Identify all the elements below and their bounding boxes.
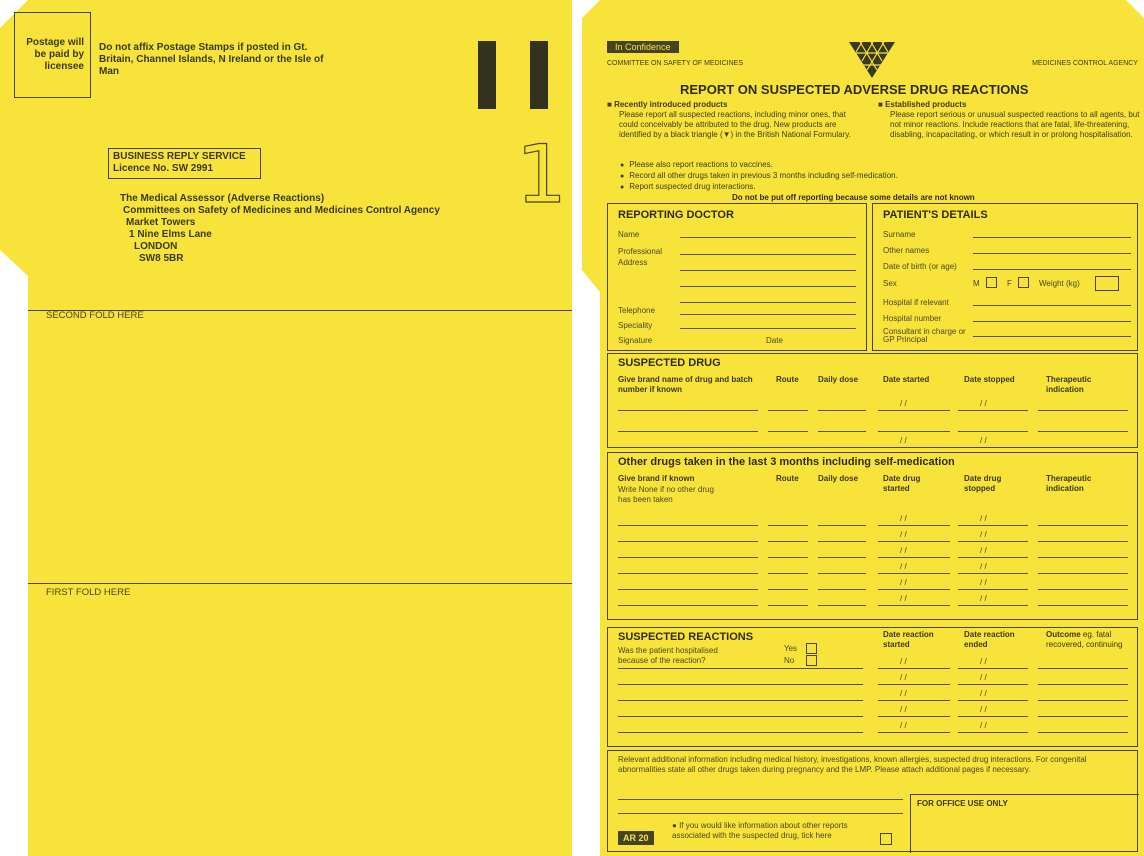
drug-row-field[interactable] — [818, 410, 866, 411]
class-number: 1 — [516, 128, 567, 221]
row-field[interactable] — [1038, 557, 1128, 558]
hospitalised-no-checkbox[interactable] — [806, 655, 817, 666]
row-field[interactable] — [618, 700, 863, 701]
row-field[interactable] — [1038, 589, 1128, 590]
address-field-1[interactable] — [680, 254, 856, 255]
row-field[interactable] — [768, 605, 808, 606]
row-field[interactable] — [768, 557, 808, 558]
row-field[interactable] — [958, 732, 1028, 733]
drug-row-field[interactable] — [618, 431, 758, 432]
first-fold-label: FIRST FOLD HERE — [46, 587, 131, 598]
row-field[interactable] — [878, 684, 950, 685]
do-not-delay-note: Do not be put off reporting because some details are not known — [732, 193, 975, 202]
established-products-text: Please report serious or unusual suspected reactions to all agents, but not minor reactions. Include reactions that are fatal, life-threatening, disabling, incapacitating, or which result in or prolong hospitalisation. — [890, 110, 1140, 139]
row-field[interactable] — [1038, 684, 1128, 685]
surname-field[interactable] — [973, 237, 1131, 238]
hospital-label: Hospital if relevant — [883, 298, 949, 307]
hospitalised-question: Was the patient hospitalised because of the reaction? — [618, 646, 718, 665]
no-stamps-notice: Do not affix Postage Stamps if posted in Gt. Britain, Channel Islands, N Ireland or the Isle of Man — [99, 42, 324, 77]
row-field[interactable] — [878, 573, 950, 574]
bullet-vaccines: ● Please also report reactions to vaccines. — [620, 160, 950, 171]
date-slashes: / / — [980, 721, 987, 730]
office-use-box — [910, 794, 1139, 853]
address-field-2[interactable] — [680, 270, 856, 271]
drug-row-field[interactable] — [768, 431, 808, 432]
row-field[interactable] — [618, 732, 863, 733]
hospitalised-yes-checkbox[interactable] — [806, 643, 817, 654]
outcome-label: Outcome — [1046, 630, 1081, 639]
address-line: The Medical Assessor (Adverse Reactions) — [120, 193, 325, 204]
first-fold-line — [28, 583, 572, 584]
suspected-reactions-heading: SUSPECTED REACTIONS — [618, 631, 754, 643]
weight-box[interactable] — [1095, 276, 1119, 291]
route-column-header: Route — [776, 375, 799, 384]
row-field[interactable] — [958, 700, 1028, 701]
recent-products-text: Please report all suspected reactions, including minor ones, that could conceivably be attributed to the drug. New products are identified by a black triangle (▼) in the British National Formulary. — [619, 110, 851, 139]
stopped-column-header: Date stopped — [964, 375, 1015, 384]
row-field[interactable] — [1038, 700, 1128, 701]
row-field[interactable] — [958, 525, 1028, 526]
indication-column-header: Therapeutic indication — [1046, 474, 1092, 493]
row-field[interactable] — [618, 684, 863, 685]
recent-products-heading — [607, 100, 857, 110]
dob-field[interactable] — [973, 269, 1131, 270]
date-slashes: / / — [900, 705, 907, 714]
drug-row-field[interactable] — [1038, 431, 1128, 432]
row-field[interactable] — [818, 605, 866, 606]
yes-label: Yes — [784, 644, 798, 653]
row-field[interactable] — [1038, 716, 1128, 717]
recipient-address — [120, 193, 440, 265]
recent-products-block — [607, 100, 857, 140]
row-field[interactable] — [878, 589, 950, 590]
drug-row-field[interactable] — [958, 410, 1028, 411]
other-drugs-heading: Other drugs taken in the last 3 months including self-medication — [618, 456, 955, 468]
recent-products-label: Recently introduced products — [614, 100, 728, 109]
row-field[interactable] — [878, 732, 950, 733]
drug-row-field[interactable] — [1038, 410, 1128, 411]
dose-column-header: Daily dose — [818, 474, 859, 483]
address-field-3[interactable] — [680, 286, 856, 287]
row-field[interactable] — [618, 525, 758, 526]
row-field[interactable] — [818, 573, 866, 574]
row-field[interactable] — [1038, 541, 1128, 542]
address-line: SW8 5BR — [139, 253, 184, 264]
row-field[interactable] — [618, 541, 758, 542]
surname-label: Surname — [883, 230, 916, 239]
drug-row-field[interactable] — [768, 410, 808, 411]
bullet-other-drugs: ● Record all other drugs taken in previous 3 months including self-medication. — [620, 171, 950, 182]
drug-row-field[interactable] — [618, 410, 758, 411]
additional-info-section — [607, 750, 1138, 852]
consultant-field[interactable] — [973, 336, 1131, 337]
patient-details-heading: PATIENT'S DETAILS — [883, 209, 988, 221]
no-label: No — [784, 656, 795, 665]
additional-info-field[interactable] — [618, 813, 903, 814]
brand-column-header: Give brand if known — [618, 474, 695, 483]
suspected-drug-heading: SUSPECTED DRUG — [618, 357, 721, 369]
additional-info-text: Relevant additional information including medical history, investigations, known allergies, suspected drug interactions. For congenital abnormalities state all other drugs taken during pregnancy and the LMP. Please attach additional pages if necessary. — [618, 755, 1087, 774]
route-column-header: Route — [776, 474, 799, 483]
reporting-doctor-heading: REPORTING DOCTOR — [618, 209, 734, 221]
row-field[interactable] — [878, 605, 950, 606]
date-slashes: / / — [980, 436, 987, 445]
date-slashes: / / — [980, 673, 987, 682]
row-field[interactable] — [618, 573, 758, 574]
dose-column-header: Daily dose — [818, 375, 859, 384]
office-use-label: FOR OFFICE USE ONLY — [917, 799, 1008, 808]
row-field[interactable] — [768, 541, 808, 542]
date-slashes: / / — [980, 562, 987, 571]
corner-cut-top — [582, 0, 600, 18]
outcome-examples: eg. fatal recovered, continuing — [1046, 630, 1123, 649]
address-line: Market Towers — [126, 217, 196, 228]
address-line: LONDON — [134, 241, 178, 252]
other-names-field[interactable] — [973, 253, 1131, 254]
date-slashes: / / — [980, 705, 987, 714]
date-slashes: / / — [980, 514, 987, 523]
row-field[interactable] — [878, 700, 950, 701]
bullet-interactions: ● Report suspected drug interactions. — [620, 182, 950, 193]
date-slashes: / / — [900, 689, 907, 698]
date-slashes: / / — [980, 399, 987, 408]
dob-label: Date of birth (or age) — [883, 262, 957, 271]
other-drugs-section — [607, 452, 1138, 620]
other-names-label: Other names — [883, 246, 930, 255]
date-slashes: / / — [900, 594, 907, 603]
row-field[interactable] — [958, 684, 1028, 685]
square-bullet-icon: ■ — [607, 100, 615, 109]
row-field[interactable] — [878, 716, 950, 717]
reporting-bullets — [620, 160, 950, 193]
additional-info-field[interactable] — [618, 799, 903, 800]
signature-label: Signature — [618, 336, 653, 345]
sex-f-checkbox[interactable] — [1018, 277, 1029, 288]
row-field[interactable] — [958, 668, 1028, 669]
row-field[interactable] — [878, 557, 950, 558]
date-slashes: / / — [900, 514, 907, 523]
stopped-column-header: Date drug stopped — [964, 474, 1002, 493]
row-field[interactable] — [1038, 605, 1128, 606]
postage-paid-box: Postage will be paid by licensee — [14, 12, 91, 98]
sex-m-checkbox[interactable] — [986, 277, 997, 288]
consultant-label: Consultant in charge or GP Principal — [883, 327, 966, 344]
corner-cut-left-flap — [582, 270, 600, 292]
none-instruction: Write None if no other drug has been taken — [618, 485, 714, 504]
reporting-doctor-section — [607, 203, 867, 351]
row-field[interactable] — [1038, 732, 1128, 733]
row-field[interactable] — [618, 589, 758, 590]
triangles-logo — [847, 40, 897, 80]
row-field[interactable] — [1038, 668, 1128, 669]
drug-row-field[interactable] — [958, 431, 1028, 432]
row-field[interactable] — [958, 541, 1028, 542]
business-reply-label: BUSINESS REPLY SERVICE — [113, 151, 246, 162]
info-request-label: If you would like information about other reports associated with the suspected drug, tick here — [672, 821, 848, 840]
patient-details-section — [872, 203, 1138, 351]
established-products-heading — [878, 100, 1140, 110]
business-reply-box — [108, 148, 261, 179]
reaction-ended-header: Date reaction ended — [964, 630, 1015, 649]
telephone-label: Telephone — [618, 306, 655, 315]
doctor-name-label: Name — [618, 230, 640, 239]
doctor-name-field[interactable] — [680, 237, 856, 238]
date-slashes: / / — [900, 399, 907, 408]
row-field[interactable] — [818, 541, 866, 542]
weight-label: Weight (kg) — [1039, 279, 1080, 288]
date-slashes: / / — [900, 562, 907, 571]
row-field[interactable] — [958, 605, 1028, 606]
brand-column-header: Give brand name of drug and batch number if known — [618, 375, 753, 394]
form-code-badge: AR 20 — [618, 831, 654, 845]
bullet-icon: ● — [672, 821, 680, 830]
row-field[interactable] — [818, 557, 866, 558]
address-field-4[interactable] — [680, 302, 856, 303]
row-field[interactable] — [1038, 525, 1128, 526]
mca-label: MEDICINES CONTROL AGENCY — [1032, 60, 1138, 67]
row-field[interactable] — [878, 525, 950, 526]
adverse-reaction-form-page — [582, 0, 1144, 856]
flap-margin — [0, 276, 28, 856]
franking-bar-left — [478, 41, 496, 109]
address-line: Committees on Safety of Medicines and Medicines Control Agency — [123, 205, 440, 216]
prof-address-label: Professional Address — [618, 247, 663, 267]
franking-bar-right — [530, 41, 548, 109]
row-field[interactable] — [768, 573, 808, 574]
row-field[interactable] — [878, 541, 950, 542]
date-slashes: / / — [980, 578, 987, 587]
row-field[interactable] — [878, 668, 950, 669]
address-line: 1 Nine Elms Lane — [129, 229, 212, 240]
established-products-label: Established products — [885, 100, 967, 109]
row-field[interactable] — [618, 605, 758, 606]
row-field[interactable] — [818, 589, 866, 590]
date-slashes: / / — [900, 578, 907, 587]
in-confidence-label: In Confidence — [607, 41, 679, 53]
date-slashes: / / — [900, 673, 907, 682]
reaction-started-header: Date reaction started — [883, 630, 934, 649]
row-field[interactable] — [768, 589, 808, 590]
row-field[interactable] — [958, 589, 1028, 590]
drug-row-field[interactable] — [878, 431, 950, 432]
date-slashes: / / — [900, 721, 907, 730]
square-bullet-icon: ■ — [878, 100, 886, 109]
date-slashes: / / — [980, 546, 987, 555]
date-slashes: / / — [900, 657, 907, 666]
info-request-text — [672, 821, 872, 841]
licence-number: Licence No. SW 2991 — [113, 163, 214, 174]
started-column-header: Date drug started — [883, 474, 921, 493]
speciality-label: Speciality — [618, 321, 653, 330]
date-slashes: / / — [900, 546, 907, 555]
drug-row-field[interactable] — [818, 431, 866, 432]
suspected-reactions-section — [607, 627, 1138, 747]
row-field[interactable] — [958, 573, 1028, 574]
corner-cut-top-right — [1126, 0, 1144, 18]
row-field[interactable] — [618, 668, 863, 669]
row-field[interactable] — [618, 716, 863, 717]
indication-column-header: Therapeutic indication — [1046, 375, 1092, 394]
row-field[interactable] — [618, 557, 758, 558]
drug-row-field[interactable] — [878, 410, 950, 411]
info-request-checkbox[interactable] — [880, 833, 892, 845]
row-field[interactable] — [1038, 573, 1128, 574]
date-slashes: / / — [980, 689, 987, 698]
row-field[interactable] — [958, 557, 1028, 558]
hospital-field[interactable] — [973, 305, 1131, 306]
second-fold-label: SECOND FOLD HERE — [46, 310, 144, 321]
established-products-block — [878, 100, 1140, 140]
date-slashes: / / — [980, 530, 987, 539]
suspected-drug-section — [607, 353, 1138, 448]
date-slashes: / / — [900, 530, 907, 539]
row-field[interactable] — [958, 716, 1028, 717]
sex-m-label: M — [973, 279, 980, 288]
row-field[interactable] — [818, 525, 866, 526]
telephone-field[interactable] — [680, 314, 856, 315]
csm-label: COMMITTEE ON SAFETY OF MEDICINES — [607, 60, 743, 67]
date-label: Date — [766, 336, 783, 345]
speciality-field[interactable] — [680, 328, 856, 329]
row-field[interactable] — [768, 525, 808, 526]
left-margin — [582, 292, 600, 856]
hospital-number-field[interactable] — [973, 321, 1131, 322]
sex-f-label: F — [1007, 279, 1012, 288]
corner-cut-flap — [0, 250, 28, 276]
form-title: REPORT ON SUSPECTED ADVERSE DRUG REACTIONS — [680, 82, 1029, 97]
date-slashes: / / — [900, 436, 907, 445]
started-column-header: Date started — [883, 375, 930, 384]
date-slashes: / / — [980, 594, 987, 603]
outcome-header — [1046, 630, 1134, 650]
hospital-number-label: Hospital number — [883, 314, 942, 323]
date-slashes: / / — [980, 657, 987, 666]
sex-label: Sex — [883, 279, 897, 288]
